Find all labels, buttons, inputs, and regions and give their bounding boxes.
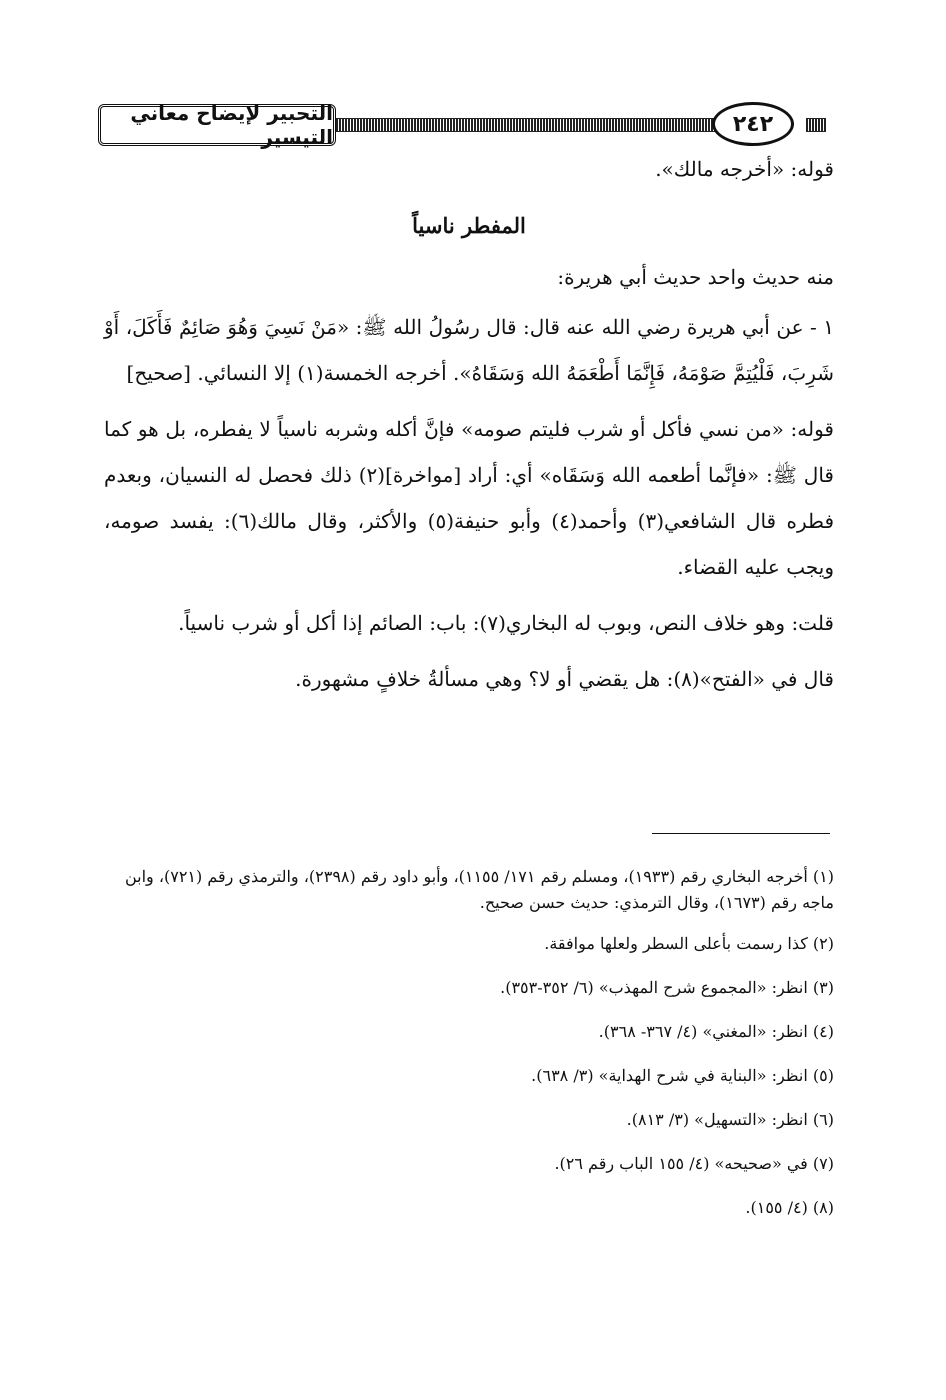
footnote-separator [104,833,830,835]
book-title: التحبير لإيضاح معاني التيسير [98,104,336,146]
footnote: (٨) (٤/ ١٥٥). [745,1198,834,1217]
footnote: (٢) كذا رسمت بأعلى السطر ولعلها موافقة. [544,934,834,953]
paragraph-commentary: قوله: «من نسي فأكل أو شرب فليتم صومه» فإنَّ أكله وشربه ناسياً لا يفطره، بل هو كما قال ﷺ: «فإنَّما أطعمه الله وَسَقَاه» أي: أراد [مواخرة](٢) ذلك فحصل له النسيان، وبعدم فطره قال الشافعي(٣) وأحمد(٤) وأبو حنيفة(٥) والأكثر، وقال مالك(٦): يفسد صومه، ويجب عليه القضاء. [104,417,834,579]
paragraph-note: قلت: وهو خلاف النص، وبوب له البخاري(٧): باب: الصائم إذا أكل أو شرب ناسياً. [178,611,834,635]
section-heading: المفطر ناسياً [412,213,526,238]
page-header [98,100,826,148]
footnote: (٧) في «صحيحه» (٤/ ١٥٥ الباب رقم ٢٦). [554,1154,834,1173]
footnote: (٥) انظر: «البناية في شرح الهداية» (٣/ ٦٣٨). [531,1066,834,1085]
paragraph-hadith-count: منه حديث واحد حديث أبي هريرة: [557,265,834,289]
footnote: (١) أخرجه البخاري رقم (١٩٣٣)، ومسلم رقم ١٧١/ ١١٥٥)، وأبو داود رقم (٢٣٩٨)، والترمذي رقم (٧٢١)، وابن ماجه رقم (١٦٧٣)، وقال الترمذي: حديث حسن صحيح. [124,867,834,912]
paragraph-fath: قال في «الفتح»(٨): هل يقضي أو لا؟ وهي مسألةُ خلافٍ مشهورة. [295,667,834,691]
footnote: (٤) انظر: «المغني» (٤/ ٣٦٧- ٣٦٨). [598,1022,834,1041]
header-ornament-end [806,118,826,132]
paragraph-hadith: ١ - عن أبي هريرة رضي الله عنه قال: قال رسُولُ الله ﷺ: «مَنْ نَسِيَ وَهُوَ صَائِمٌ فَأَكَلَ، أَوْ شَرِبَ، فَلْيُتِمَّ صَوْمَهُ، فَإِنَّمَا أَطْعَمَهُ الله وَسَقَاهُ». أخرجه الخمسة(١) إلا النسائي. [صحيح] [104,315,834,385]
footnote: (٦) انظر: «التسهيل» (٣/ ٨١٣). [626,1110,834,1129]
footnote: (٣) انظر: «المجموع شرح المهذب» (٦/ ٣٥٢-٣٥٣). [500,978,834,997]
page-number: ٢٤٢ [712,102,794,146]
paragraph-intro: قوله: «أخرجه مالك». [655,157,834,181]
footnotes [104,864,834,1230]
header-ornament-bar [333,118,716,132]
main-text [104,146,834,706]
